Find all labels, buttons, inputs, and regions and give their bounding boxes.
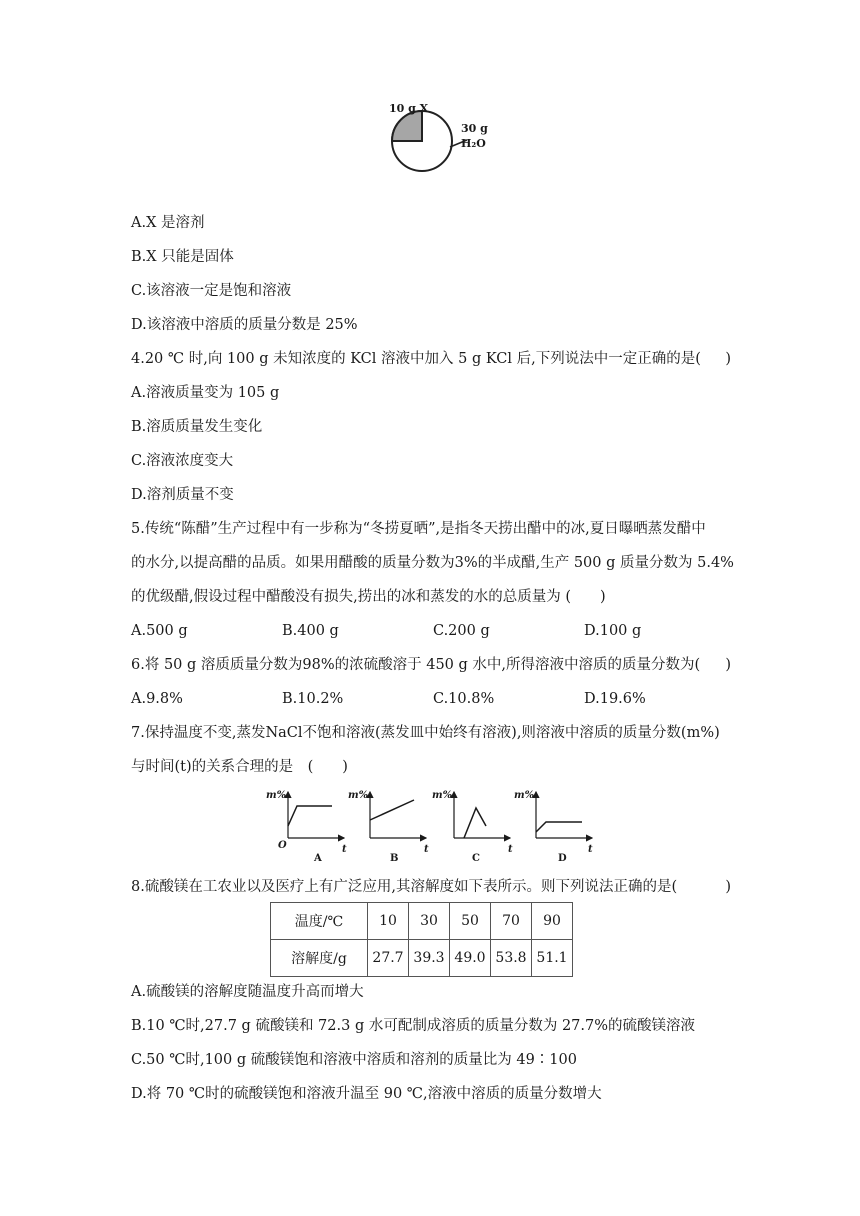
table-cell: 49.0 (450, 940, 491, 977)
pie-label-x: 10 g X (389, 102, 429, 115)
table-cell: 50 (450, 903, 491, 940)
q6-option-d: D.19.6% (584, 691, 646, 707)
graph-a-caption: A (314, 853, 322, 864)
graph-b-x-label: t (424, 844, 429, 855)
pie-label-water-mass: 30 g (461, 122, 488, 135)
table-cell: 70 (491, 903, 532, 940)
graph-c-caption: C (472, 853, 480, 864)
q5-option-b: B.400 g (282, 623, 339, 639)
q5-options (131, 621, 735, 641)
table-row-temperature (271, 903, 573, 940)
q8-stem: 8.硫酸镁在工农业以及医疗上有广泛应用,其溶解度如下表所示。则下列说法正确的是( (131, 879, 678, 895)
table-cell: 10 (368, 903, 409, 940)
q7-graph-b (348, 790, 429, 864)
q6-options (131, 689, 735, 709)
q7-stem-line-2: 与时间(t)的关系合理的是 ( ) (131, 759, 348, 775)
q5-option-d: D.100 g (584, 623, 642, 639)
q6-option-a: A.9.8% (131, 691, 183, 707)
q8-paren: ) (725, 879, 731, 895)
q5-stem-line-1: 5.传统“陈醋”生产过程中有一步称为“冬捞夏晒”,是指冬天捞出醋中的冰,夏日曝晒蒸发醋中 (131, 521, 706, 537)
q7-graphs (262, 786, 602, 866)
graph-c-y-label: m% (432, 790, 453, 801)
q8-option-b: B.10 ℃时,27.7 g 硫酸镁和 72.3 g 水可配制成溶质的质量分数为 27.7%的硫酸镁溶液 (131, 1018, 696, 1034)
q4-stem-line (131, 349, 731, 369)
q3-option-b: B.X 只能是固体 (131, 249, 234, 265)
q6-option-c: C.10.8% (433, 691, 495, 707)
graph-a-y-label: m% (266, 790, 287, 801)
q8-option-c: C.50 ℃时,100 g 硫酸镁饱和溶液中溶质和溶剂的质量比为 49∶100 (131, 1052, 577, 1068)
graph-b-caption: B (390, 853, 399, 864)
q7-graph-d (514, 790, 593, 864)
q4-option-d: D.溶剂质量不变 (131, 487, 234, 503)
q4-option-a: A.溶液质量变为 105 g (131, 385, 280, 401)
q8-option-d: D.将 70 ℃时的硫酸镁饱和溶液升温至 90 ℃,溶液中溶质的质量分数增大 (131, 1086, 602, 1102)
q4-option-b: B.溶质质量发生变化 (131, 419, 263, 435)
table-cell: 90 (532, 903, 573, 940)
table-cell: 27.7 (368, 940, 409, 977)
q8-stem-line (131, 877, 731, 897)
graph-d-x-label: t (588, 844, 593, 855)
q3-option-c: C.该溶液一定是饱和溶液 (131, 283, 292, 299)
table-cell: 39.3 (409, 940, 450, 977)
graph-a-origin: O (278, 840, 287, 851)
q7-graph-a (266, 790, 347, 864)
table-cell: 30 (409, 903, 450, 940)
q7-graph-c (432, 790, 513, 864)
graph-a-curve (288, 806, 332, 826)
graph-b-curve (370, 800, 414, 820)
pie-slice-x (392, 111, 422, 141)
table-cell: 53.8 (491, 940, 532, 977)
table-cell: 51.1 (532, 940, 573, 977)
q4-paren: ) (725, 351, 731, 367)
q5-stem-line-2: 的水分,以提高醋的品质。如果用醋酸的质量分数为3%的半成醋,生产 500 g 质量分数为 5.4% (131, 555, 734, 571)
table-header-solubility: 溶解度/g (271, 940, 368, 977)
pie-figure (385, 98, 495, 178)
graph-c-curve (464, 808, 486, 838)
q6-option-b: B.10.2% (282, 691, 344, 707)
q3-option-a: A.X 是溶剂 (131, 215, 205, 231)
table-header-temperature: 温度/℃ (271, 903, 368, 940)
solubility-table (270, 902, 573, 977)
q6-stem: 6.将 50 g 溶质质量分数为98%的浓硫酸溶于 450 g 水中,所得溶液中溶质的质量分数为( (131, 657, 701, 673)
q7-stem-line-1: 7.保持温度不变,蒸发NaCl不饱和溶液(蒸发皿中始终有溶液),则溶液中溶质的质量分数(m%) (131, 725, 720, 741)
graph-d-curve (536, 822, 582, 832)
q5-option-c: C.200 g (433, 623, 490, 639)
q6-stem-line (131, 655, 731, 675)
graph-c-x-label: t (508, 844, 513, 855)
q4-stem: 4.20 ℃ 时,向 100 g 未知浓度的 KCl 溶液中加入 5 g KCl 后,下列说法中一定正确的是( (131, 351, 701, 367)
q5-option-a: A.500 g (131, 623, 188, 639)
q8-option-a: A.硫酸镁的溶解度随温度升高而增大 (131, 984, 364, 1000)
graph-d-caption: D (558, 853, 567, 864)
q5-stem-line-3: 的优级醋,假设过程中醋酸没有损失,捞出的冰和蒸发的水的总质量为 ( ) (131, 589, 606, 605)
table-row-solubility (271, 940, 573, 977)
q3-option-d: D.该溶液中溶质的质量分数是 25% (131, 317, 358, 333)
graph-a-x-label: t (342, 844, 347, 855)
graph-d-y-label: m% (514, 790, 535, 801)
pie-label-water: H₂O (461, 137, 486, 150)
graph-b-y-label: m% (348, 790, 369, 801)
q6-paren: ) (725, 657, 731, 673)
q4-option-c: C.溶液浓度变大 (131, 453, 234, 469)
